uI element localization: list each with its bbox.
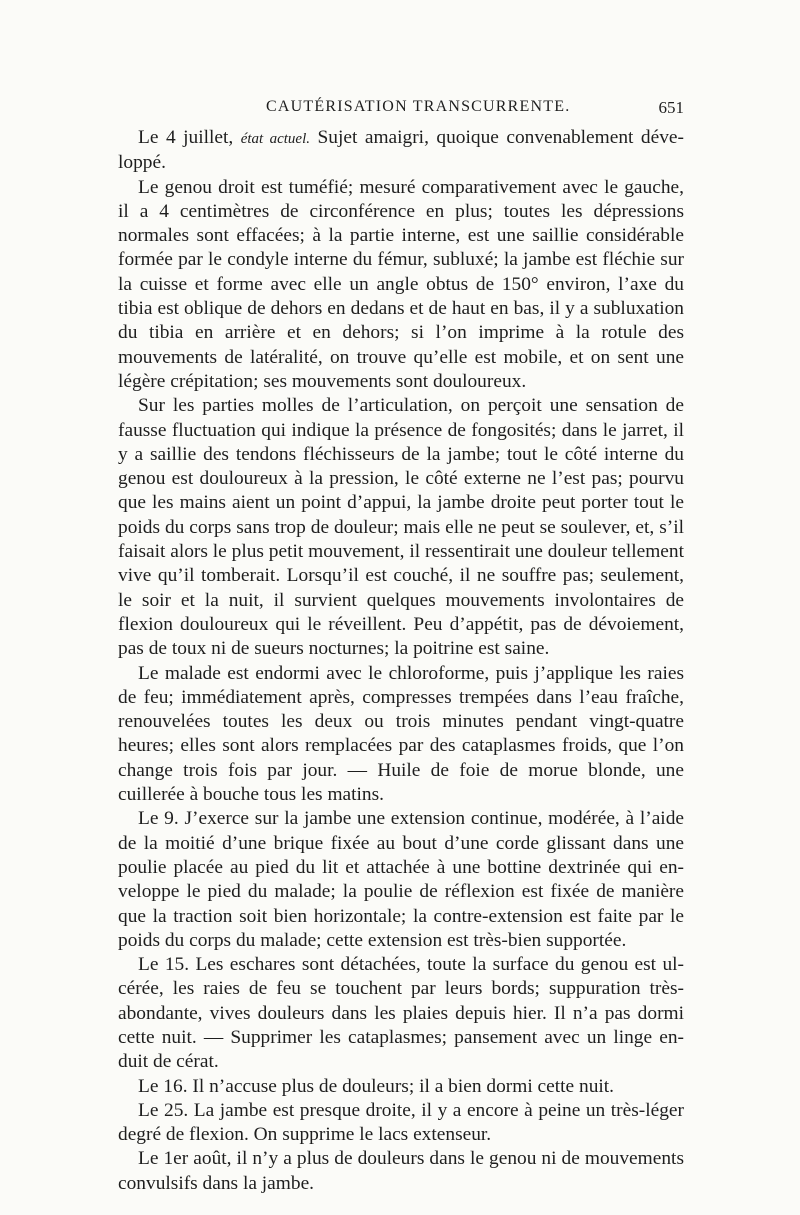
paragraph-le-15: Le 15. Les eschares sont détachées, toute la surface du genou est ulcérée, les raies de feu se touchent par leurs bords; suppuration très-abondante, vives douleurs dans les plaies depuis hier. Il n’a pas dormi cette nuit. — Supprimer les cataplasmes; pansement avec un linge enduit de cérat. xyxy=(118,954,684,1073)
running-head: CAUTÉRISATION TRANSCURRENTE. xyxy=(266,98,571,115)
paragraph-text: Sujet amaigri, quoique convenablement développé. xyxy=(118,127,684,174)
page-header xyxy=(118,98,684,122)
paragraph-genou: Le genou droit est tuméfié; mesuré comparativement avec le gauche, il a 4 centimètres de circonférence en plus; toutes les dépressions normales sont effacées; à la partie interne, est une saillie considérable formée par le condyle interne du fémur, subluxé; la jambe est fléchie sur la cuisse et forme avec elle un angle obtus de 150° environ, l’axe du tibia est oblique de dehors en dedans et de haut en bas, il y a subluxation du tibia en arrière et en dehors; si l’on imprime à la rotule des mouvements de latéralité, on trouve qu’elle est mobile, et on sent une légère crépitation; ses mouvements sont douloureux. xyxy=(118,176,684,392)
page-number: 651 xyxy=(658,98,684,117)
paragraph-etat-actuel xyxy=(118,126,684,176)
paragraph-parties-molles: Sur les parties molles de l’articulation, on perçoit une sensation de fausse fluctuation qui indique la présence de fongosités; dans le jarret, il y a saillie des tendons fléchisseurs de la jambe; tout le côté interne du genou est douloureux à la pression, le côté externe ne l’est pas; pourvu que les mains aient un point d’appui, la jambe droite peut porter tout le poids du corps sans trop de douleur; mais elle ne peut se soulever, et, s’il faisait alors le plus petit mouvement, il ressentirait une douleur tellement vive qu’il tomberait. Lorsqu’il est couché, il ne souffre pas; seulement, le soir et la nuit, il survient quelques mouvements involontaires de flexion douloureux qui le réveillent. Peu d’appétit, pas de dévoiement, pas de toux ni de sueurs nocturnes; la poitrine est saine. xyxy=(118,395,684,660)
paragraph-lead-italic: état actuel. xyxy=(240,131,310,147)
paragraph-le-16: Le 16. Il n’accuse plus de douleurs; il a bien dormi cette nuit. xyxy=(138,1075,615,1097)
paragraph-1er-aout: Le 1er août, il n’y a plus de douleurs dans le genou ni de mouvements convulsifs dans la jambe. xyxy=(118,1148,684,1194)
paragraph-lead: Le 4 juillet, xyxy=(138,127,241,148)
paragraph-traitement: Le malade est endormi avec le chloroforme, puis j’applique les raies de feu; immédiatement après, compresses trempées dans l’eau fraîche, renouvelées toutes les deux ou trois minutes pendant vingt-quatre heures; elles sont alors remplacées par des cataplasmes froids, que l’on change trois fois par jour. — Huile de foie de morue blonde, une cuillerée à bouche tous les matins. xyxy=(118,662,684,806)
page-body xyxy=(118,126,684,1196)
paragraph-le-9: Le 9. J’exerce sur la jambe une extension continue, modérée, à l’aide de la moitié d’une brique fixée au bout d’une corde glissant dans une poulie placée au pied du lit et attachée à une bottine dextrinée qui enveloppe le pied du malade; la poulie de réflexion est fixée de manière que la traction soit bien horizontale; la contre-extension est faite par le poids du corps du malade; cette extension est très-bien supportée. xyxy=(118,808,684,951)
paragraph-le-25: Le 25. La jambe est presque droite, il y a encore à peine un très-léger degré de flexion. On supprime le lacs extenseur. xyxy=(118,1099,684,1146)
